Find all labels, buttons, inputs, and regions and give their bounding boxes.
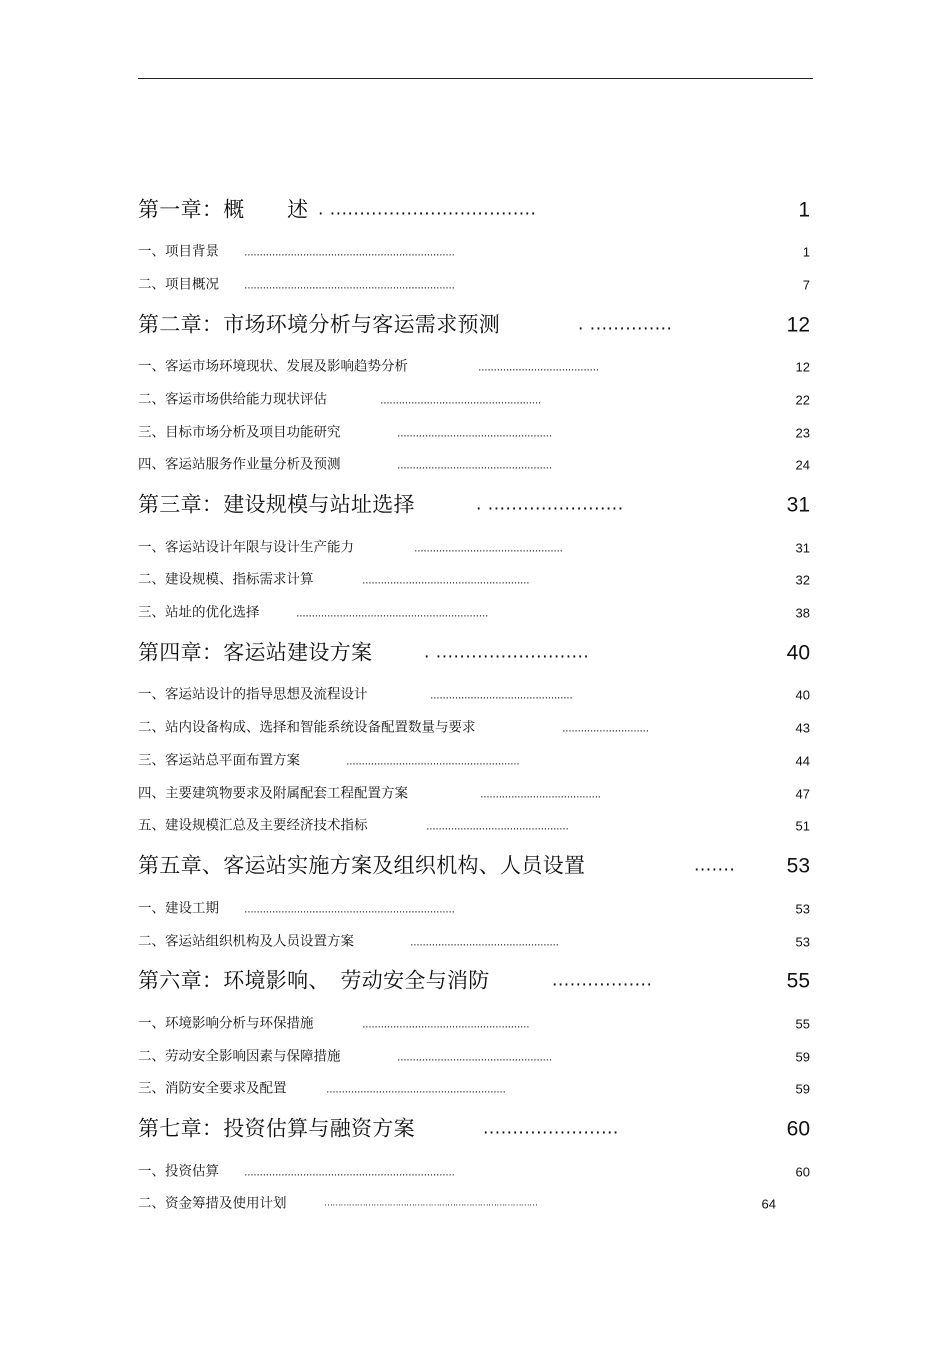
toc-leader-dots: ....................................... [478,360,599,374]
toc-page-number: 53 [795,934,810,950]
toc-leader-dots: .................................................... [380,393,542,407]
toc-title: 三、客运站总平面布置方案 [138,752,300,769]
toc-title: 一、项目背景 [138,243,219,260]
toc-page-number: 51 [795,818,810,834]
toc-page-number: 1 [798,198,810,222]
toc-leader-dots: .................................................. [397,458,552,472]
toc-title: 二、劳动安全影响因素与保障措施 [138,1048,341,1065]
toc-leader-dots: .................................................................... [244,245,455,259]
toc-page-number: 23 [795,425,810,441]
toc-leader-dots: .................................................................... [244,278,455,292]
toc-title: 一、客运站设计年限与设计生产能力 [138,539,354,556]
toc-page-number: 44 [795,753,810,769]
toc-title: 一、客运站设计的指导思想及流程设计 [138,686,368,703]
toc-leader-dots: ................................................ [410,935,559,949]
toc-title: 四、客运站服务作业量分析及预测 [138,456,341,473]
toc-leader-dots: . .......................... [424,642,590,663]
toc-page-number: 7 [802,277,810,293]
toc-page-number: 59 [795,1049,810,1065]
toc-leader-dots: .............................................. [430,688,573,702]
toc-page-number: 12 [786,313,810,337]
toc-title: 二、项目概况 [138,276,219,293]
toc-title: 一、建设工期 [138,900,219,917]
toc-title: 第一章：概 述 [138,197,309,222]
toc-page-number: 47 [795,786,810,802]
toc-leader-dots: .................................................. [397,426,552,440]
header-rule [138,78,813,79]
toc-title: 三、消防安全要求及配置 [138,1080,287,1097]
toc-leader-dots: .............................................................. [296,606,488,620]
toc-leader-dots: . ....................... [476,494,624,515]
toc-leader-dots: ....... [694,855,736,876]
toc-leader-dots: ........................................................ [346,754,520,768]
toc-title: 三、目标市场分析及项目功能研究 [138,424,341,441]
toc-leader-dots: . ................................... [318,199,537,220]
toc-page-number: 12 [795,359,810,375]
toc-page-number: 24 [795,457,810,473]
toc-title: 五、建设规模汇总及主要经济技术指标 [138,817,368,834]
toc-title: 第六章：环境影响、 劳动安全与消防 [138,968,490,993]
toc-leader-dots: .................................................. [397,1050,552,1064]
toc-leader-dots: ...................................................... [362,1017,530,1031]
toc-page-number: 40 [795,687,810,703]
toc-page-number: 40 [786,641,810,665]
toc-page-number: 64 [761,1196,776,1212]
toc-leader-dots: . .............. [578,314,673,335]
toc-title: 第四章：客运站建设方案 [138,640,373,665]
toc-leader-dots: ....................................... [480,787,601,801]
toc-leader-dots: .................................................................... [244,902,455,916]
toc-page-number: 53 [795,901,810,917]
toc-title: 一、环境影响分析与环保措施 [138,1015,314,1032]
toc-title: 一、投资估算 [138,1163,219,1180]
toc-leader-dots: ....................... [483,1118,619,1139]
toc-leader-dots: …………………………………………………………………… [324,1198,538,1209]
toc-leader-dots: ................. [552,970,653,991]
toc-leader-dots: ...................................................... [362,573,530,587]
toc-page-number: 55 [786,969,810,993]
toc-page-number: 53 [786,854,810,878]
toc-leader-dots: ............................ [562,721,649,735]
toc-leader-dots: .......................................................... [326,1082,506,1096]
toc-title: 二、客运站组织机构及人员设置方案 [138,933,354,950]
toc-page-number: 32 [795,572,810,588]
toc-page-number: 55 [795,1016,810,1032]
toc-leader-dots: .............................................. [426,819,569,833]
toc-page-number: 60 [786,1117,810,1141]
toc-page-number: 43 [795,720,810,736]
toc-title: 第五章、客运站实施方案及组织机构、人员设置 [138,853,586,878]
toc-page-number: 31 [786,493,810,517]
toc-title: 二、客运市场供给能力现状评估 [138,391,327,408]
toc-title: 四、主要建筑物要求及附属配套工程配置方案 [138,785,408,802]
toc-page-number: 22 [795,392,810,408]
toc-page-number: 1 [802,244,810,260]
toc-leader-dots: .................................................................... [244,1165,455,1179]
toc-title: 二、建设规模、指标需求计算 [138,571,314,588]
toc-title: 第七章：投资估算与融资方案 [138,1116,415,1141]
toc-leader-dots: ................................................ [414,541,563,555]
toc-page-number: 38 [795,605,810,621]
toc-title: 一、客运市场环境现状、发展及影响趋势分析 [138,358,408,375]
toc-title: 第三章：建设规模与站址选择 [138,492,415,517]
toc-page-number: 31 [795,540,810,556]
toc-title: 二、资金筹措及使用计划 [138,1195,287,1212]
toc-title: 三、站址的优化选择 [138,604,260,621]
toc-page-number: 60 [795,1164,810,1180]
toc-page-number: 59 [795,1081,810,1097]
toc-title: 第二章：市场环境分析与客运需求预测 [138,312,501,337]
toc-title: 二、站内设备构成、选择和智能系统设备配置数量与要求 [138,719,476,736]
